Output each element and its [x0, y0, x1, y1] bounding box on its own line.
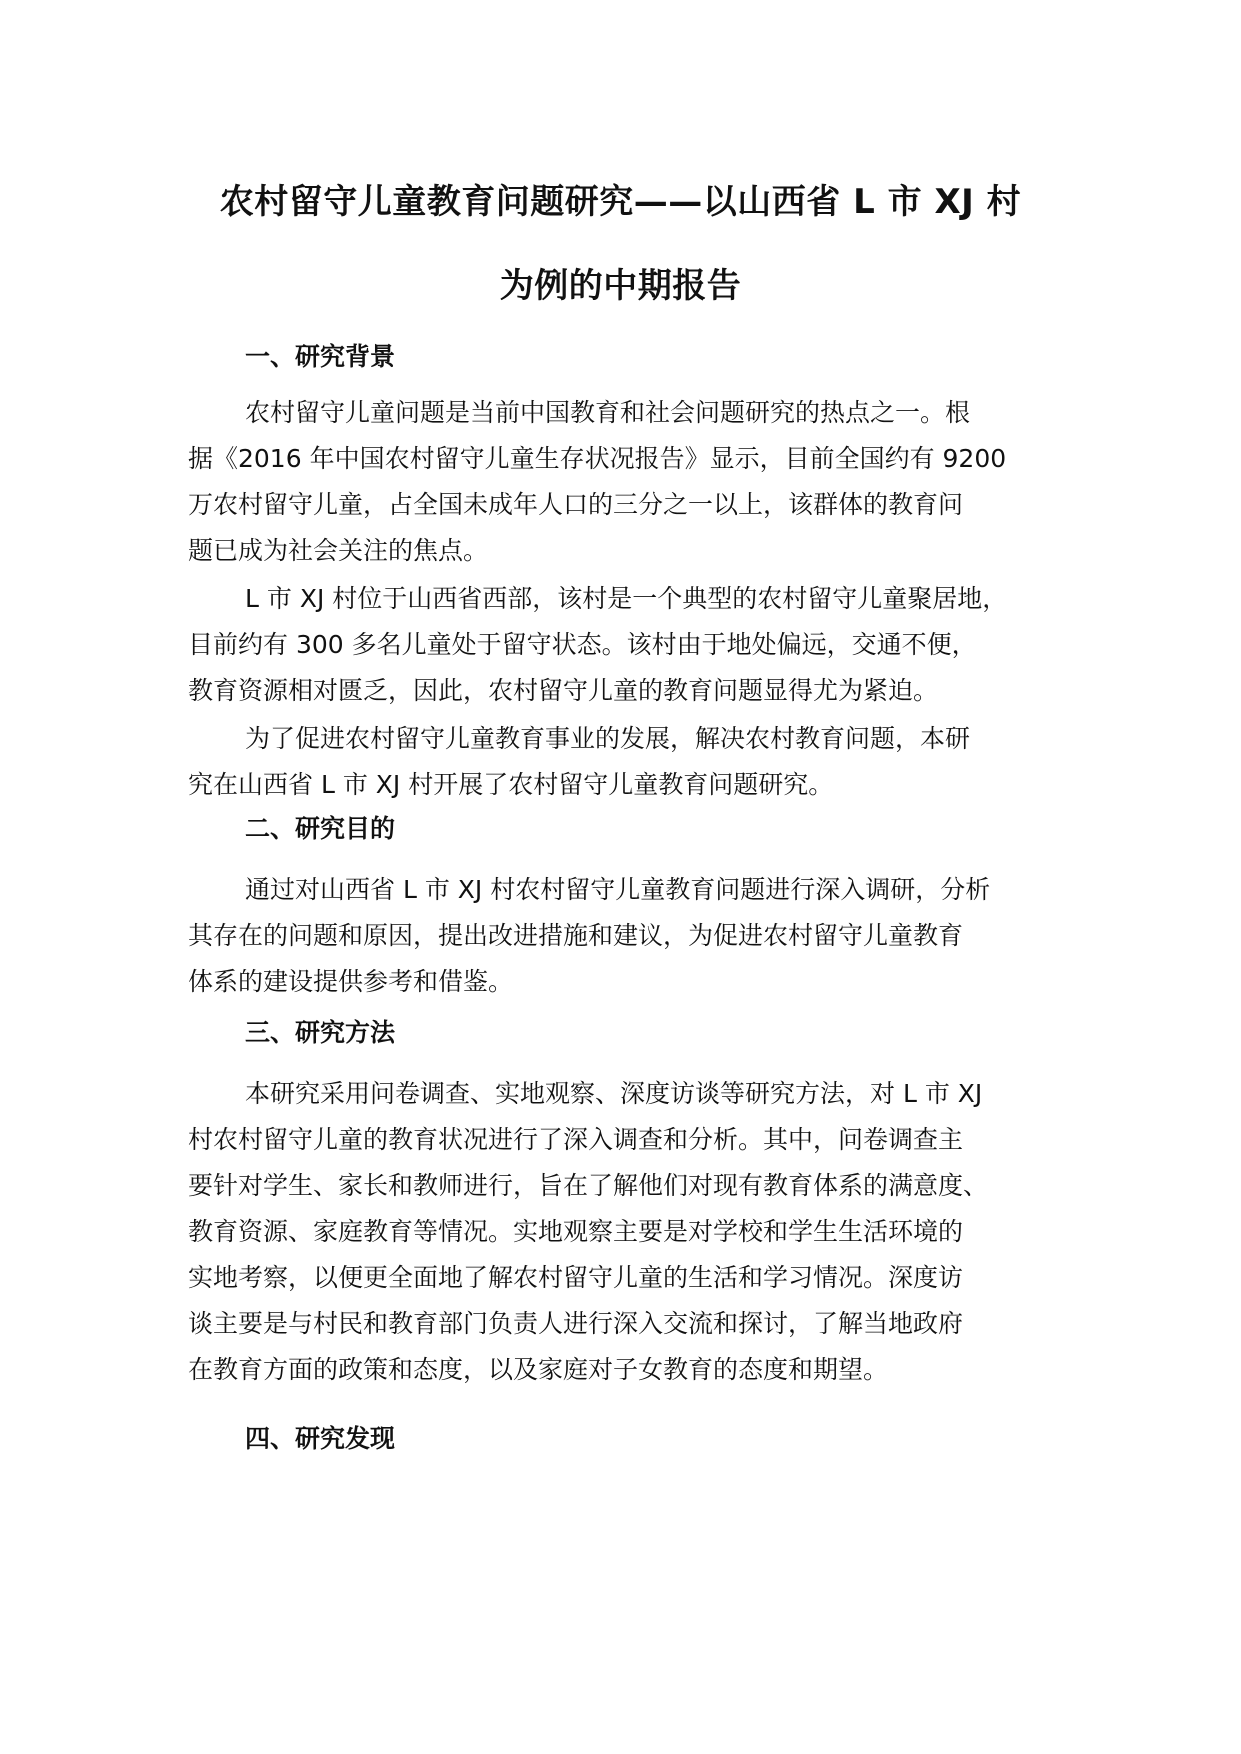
paragraph-line: 据《2016 年中国农村留守儿童生存状况报告》显示，目前全国约有 9200 [188, 444, 1007, 473]
paragraph-line: 农村留守儿童问题是当前中国教育和社会问题研究的热点之一。根 [245, 398, 971, 427]
paragraph-line: 实地考察，以便更全面地了解农村留守儿童的生活和学习情况。深度访 [188, 1263, 964, 1292]
paragraph-background-3 [188, 716, 1068, 808]
paragraph-line: 为了促进农村留守儿童教育事业的发展，解决农村教育问题，本研 [245, 724, 971, 753]
paragraph-line: L 市 XJ 村位于山西省西部，该村是一个典型的农村留守儿童聚居地， [245, 584, 1008, 613]
paragraph-purpose [188, 867, 1068, 1005]
paragraph-background-1 [188, 390, 1068, 574]
paragraph-line: 其存在的问题和原因，提出改进措施和建议，为促进农村留守儿童教育 [188, 921, 964, 950]
section-heading-methods: 三、研究方法 [245, 1018, 396, 1047]
section-heading-purpose: 二、研究目的 [245, 814, 396, 843]
paragraph-line: 万农村留守儿童，占全国未成年人口的三分之一以上，该群体的教育问 [188, 490, 964, 519]
paragraph-line: 本研究采用问卷调查、实地观察、深度访谈等研究方法，对 L 市 XJ [245, 1079, 983, 1108]
paragraph-background-2 [188, 576, 1068, 714]
paragraph-line: 体系的建设提供参考和借鉴。 [188, 967, 514, 996]
paragraph-line: 教育资源、家庭教育等情况。实地观察主要是对学校和学生生活环境的 [188, 1217, 964, 1246]
paragraph-line: 通过对山西省 L 市 XJ 村农村留守儿童教育问题进行深入调研，分析 [245, 875, 991, 904]
paragraph-line: 目前约有 300 多名儿童处于留守状态。该村由于地处偏远，交通不便， [188, 630, 977, 659]
document-title-line-2: 为例的中期报告 [499, 266, 742, 306]
section-heading-background: 一、研究背景 [245, 342, 396, 371]
paragraph-line: 要针对学生、家长和教师进行，旨在了解他们对现有教育体系的满意度、 [188, 1171, 989, 1200]
paragraph-line: 教育资源相对匮乏，因此，农村留守儿童的教育问题显得尤为紧迫。 [188, 676, 939, 705]
document-title-line-1: 农村留守儿童教育问题研究——以山西省 L 市 XJ 村 [219, 182, 1022, 222]
paragraph-line: 题已成为社会关注的焦点。 [188, 536, 489, 565]
paragraph-line: 村农村留守儿童的教育状况进行了深入调查和分析。其中，问卷调查主 [188, 1125, 964, 1154]
paragraph-line: 在教育方面的政策和态度，以及家庭对子女教育的态度和期望。 [188, 1355, 889, 1384]
section-heading-findings: 四、研究发现 [245, 1424, 396, 1453]
paragraph-line: 究在山西省 L 市 XJ 村开展了农村留守儿童教育问题研究。 [188, 770, 834, 799]
paragraph-methods [188, 1071, 1068, 1393]
paragraph-line: 谈主要是与村民和教育部门负责人进行深入交流和探讨，了解当地政府 [188, 1309, 964, 1338]
